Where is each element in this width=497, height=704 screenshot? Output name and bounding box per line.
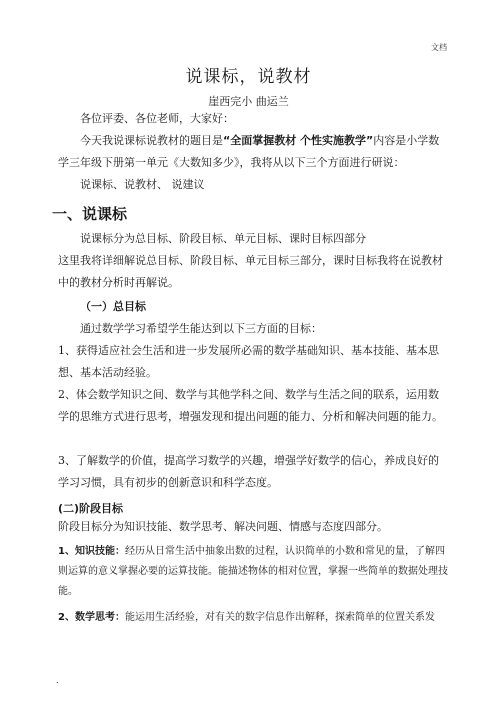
sub2-lead: 阶段目标分为知识技能、数学思考、解决问题、情感与态度四部分。 (58, 520, 388, 533)
document-title: 说课标，说教材 (185, 67, 312, 87)
intro-prefix: 今天我说课标说教材的题目是 (80, 134, 223, 147)
sub2-item-2 (58, 608, 448, 628)
sub1-item-2: 2、体会数学知识之间、数学与其他学科之间、数学与生活之间的联系，运用数学的思维方式进行思考，增强发现和提出问题的能力、分析和解决问题的能力。 (58, 388, 443, 423)
section1-para2: 这里我将详细解说总目标、阶段目标、单元目标三部分，课时目标我将在说教材中的教材分析时再解说。 (58, 254, 443, 289)
sub1-item-1: 1、获得适应社会生活和进一步发展所必需的数学基础知识、基本技能、基本思想、基本活动经验。 (58, 344, 439, 379)
intro-emphasis: “全面掌握教材 个性实施教学” (223, 134, 374, 147)
author-line: 崖西完小 曲运兰 (208, 95, 289, 108)
corner-label: 文档 (431, 43, 447, 52)
sub2-item-1 (58, 542, 448, 602)
sub1-heading: （一）总目标 (80, 300, 146, 313)
item1-label: 1、知识技能： (58, 546, 125, 557)
item2-text: 能运用生活经验，对有关的数字信息作出解释，探索简单的位置关系发 (124, 612, 435, 623)
sub1-lead: 通过数学学习希望学生能达到以下三方面的目标： (80, 322, 322, 335)
footer-mark: . (56, 676, 59, 685)
greeting: 各位评委、各位老师，大家好： (80, 112, 234, 125)
item2-label: 2、数学思考： (58, 612, 125, 623)
sub1-item-3: 3、了解数学的价值，提高学习数学的兴趣，增强学好数学的信心，养成良好的学习习惯，具有初步的创新意识和科学态度。 (58, 454, 439, 489)
section1-heading: 一、说课标 (52, 205, 128, 223)
intro-suffix: 内容是小学数学三年级下册第一单元《大数知多少》，我将从以下三个方面进行研说： (58, 134, 440, 169)
topics-line: 说课标、说教材、 说建议 (80, 178, 205, 191)
item1-text: 经历从日常生活中抽象出数的过程，认识简单的小数和常见的量，了解四则运算的意义掌握必要的运算技能。能描述物体的相对位置，掌握一些简单的数据处理技能。 (58, 546, 448, 597)
intro-paragraph (58, 130, 448, 174)
section1-para1: 说课标分为总目标、阶段目标、单元目标、课时目标四部分 (80, 232, 366, 245)
sub2-heading: (二)阶段目标 (58, 502, 124, 515)
